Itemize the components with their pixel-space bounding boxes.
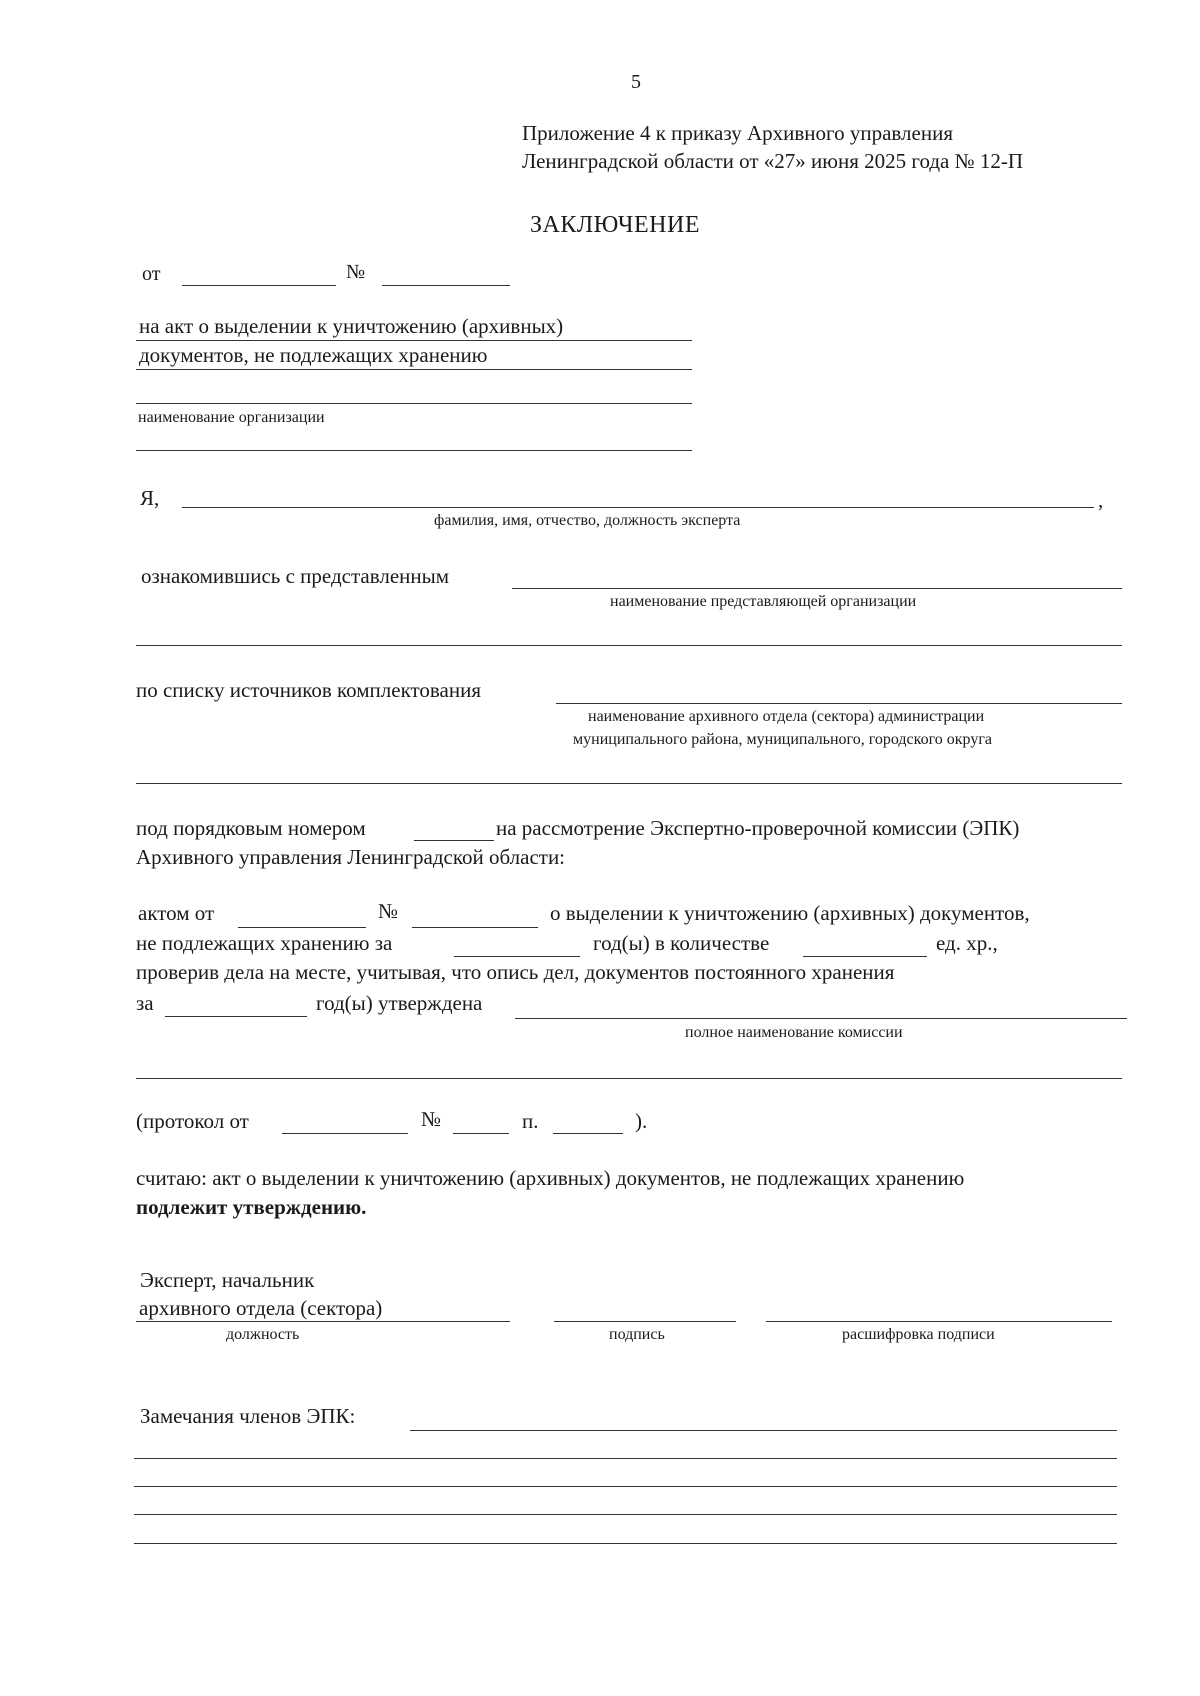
commission-field[interactable] [515,1018,1127,1019]
approved-for-label: за [136,991,154,1015]
presenting-org-field[interactable] [512,588,1122,589]
document-title: ЗАКЛЮЧЕНИЕ [530,212,700,238]
signature-caption: подпись [609,1326,665,1343]
act-number-sign: № [378,899,399,923]
years-field[interactable] [454,956,580,957]
approved-years-field[interactable] [165,1016,307,1017]
act-from-label: актом от [138,901,215,925]
not-subject-label: не подлежащих хранению за [136,931,393,955]
remarks-field-2[interactable] [134,1458,1117,1459]
appendix-line-2: Ленинградской области от «27» июня 2025 года № 12-П [522,149,1024,173]
commission-caption: полное наименование комиссии [685,1024,903,1041]
position-field[interactable] [136,1321,510,1322]
expert-caption: фамилия, имя, отчество, должность эксперта [434,512,741,529]
protocol-number-sign: № [421,1107,442,1131]
signature-field[interactable] [554,1321,736,1322]
order-label: под порядковым номером [136,816,366,840]
years-quantity-label: год(ы) в количестве [593,931,770,955]
archive-dept-field[interactable] [556,703,1122,704]
approved-label: год(ы) утверждена [316,991,483,1015]
position-line-1: Эксперт, начальник [140,1268,315,1292]
expert-i-label: Я, [140,486,160,510]
remarks-field-1[interactable] [410,1430,1117,1431]
act-date-field[interactable] [238,927,366,928]
protocol-date-field[interactable] [282,1133,408,1134]
remarks-field-5[interactable] [134,1543,1117,1544]
subject-underline-1 [136,340,692,341]
protocol-number-field[interactable] [453,1133,509,1134]
subject-line-1: на акт о выделении к уничтожению (архивных) [139,314,564,338]
expert-comma: , [1098,488,1104,512]
page-number: 5 [631,71,641,93]
ref-number-sign: № [346,261,366,283]
subject-underline-2 [136,369,692,370]
units-quantity-field[interactable] [803,956,927,957]
remarks-field-3[interactable] [134,1486,1117,1487]
protocol-item-field[interactable] [553,1133,623,1134]
position-caption: должность [226,1326,300,1343]
protocol-close: ). [635,1109,648,1133]
presenting-org-field-2[interactable] [136,645,1122,646]
protocol-open: (протокол от [136,1109,249,1133]
commission-field-2[interactable] [136,1078,1122,1079]
ref-from-label: от [142,263,161,285]
units-label: ед. хр., [936,931,998,955]
presenting-org-caption: наименование представляющей организации [610,593,917,610]
archive-dept-field-2[interactable] [136,783,1122,784]
remarks-label: Замечания членов ЭПК: [140,1404,356,1428]
ref-number-field[interactable] [382,285,510,286]
remarks-field-4[interactable] [134,1514,1117,1515]
expert-name-field[interactable] [182,507,1094,508]
position-line-2: архивного отдела (сектора) [139,1296,383,1320]
act-number-field[interactable] [412,927,538,928]
signature-name-caption: расшифровка подписи [842,1326,995,1343]
reviewed-label: ознакомившись с представленным [141,564,450,588]
act-about-text: о выделении к уничтожению (архивных) документов, [550,901,1030,925]
ref-date-field[interactable] [182,285,336,286]
signature-name-field[interactable] [766,1321,1112,1322]
organization-field-2[interactable] [136,450,692,451]
archive-dept-caption-1: наименование архивного отдела (сектора) администрации [588,708,985,725]
organization-caption: наименование организации [138,409,325,426]
conclusion-text: считаю: акт о выделении к уничтожению (архивных) документов, не подлежащих хранению [136,1166,965,1190]
appendix-line-1: Приложение 4 к приказу Архивного управления [522,121,953,145]
archive-dept-caption-2: муниципального района, муниципального, городского округа [573,731,992,748]
subject-line-2: документов, не подлежащих хранению [139,343,488,367]
conclusion-bold: подлежит утверждению. [136,1195,367,1219]
sources-label: по списку источников комплектования [136,678,482,702]
organization-field[interactable] [136,403,692,404]
order-number-field[interactable] [414,840,494,841]
protocol-item-label: п. [522,1109,539,1133]
checked-text: проверив дела на месте, учитывая, что опись дел, документов постоянного хранения [136,960,895,984]
order-line-2: Архивного управления Ленинградской области: [136,845,566,869]
order-text: на рассмотрение Экспертно-проверочной комиссии (ЭПК) [496,816,1020,840]
